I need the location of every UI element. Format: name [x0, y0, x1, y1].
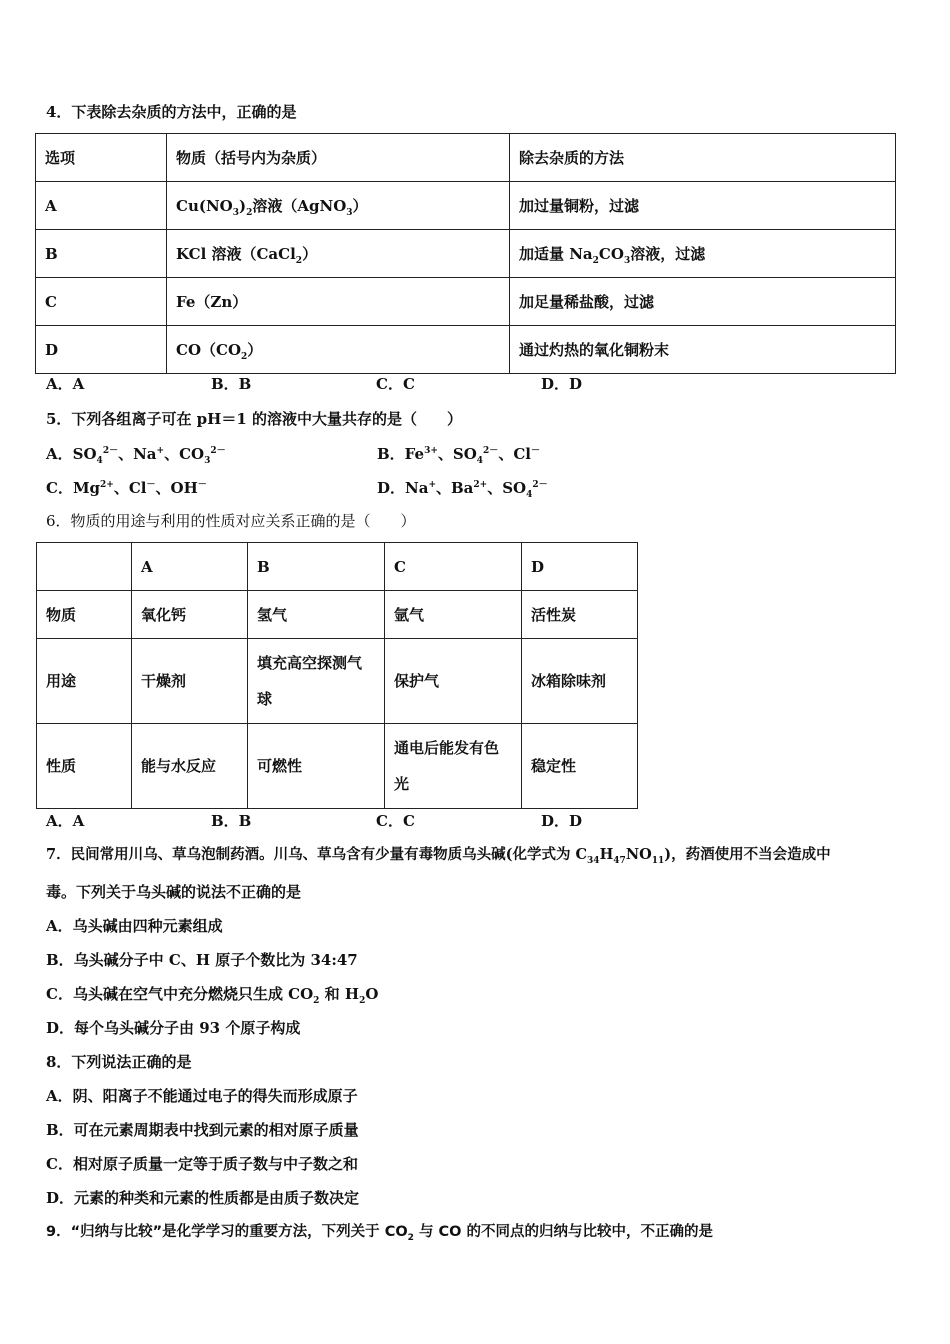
- q5-option-b[interactable]: B．$Fe^{3+}$、$SO_4^{2-}$、Cl－: [377, 445, 540, 466]
- q7-line2: 毒。下列关于乌头碱的说法不正确的是: [46, 883, 302, 901]
- q4-header-option: 选项: [36, 134, 167, 182]
- q7-line1: 7．民间常用川乌、草乌泡制药酒。川乌、草乌含有少量有毒物质乌头碱(化学式为 $C_{34}H_{47}NO_{11}$)，药酒使用不当会造成中: [46, 846, 831, 866]
- q7-option-d[interactable]: D．每个乌头碱分子由 93 个原子构成: [46, 1019, 301, 1037]
- q6-header-b: B: [248, 543, 385, 591]
- q6-header-a: A: [132, 543, 248, 591]
- q6-option-d[interactable]: D．D: [541, 812, 583, 830]
- q7-option-b[interactable]: B．乌头碱分子中 C、H 原子个数比为 34:47: [46, 951, 358, 969]
- q6-option-a[interactable]: A．A: [46, 812, 85, 830]
- q4-row-a-substance: $Cu(NO_3)_2$溶液（AgNO$_3$）: [167, 182, 510, 230]
- q4-header-method: 除去杂质的方法: [510, 134, 896, 182]
- q4-row-d-option: D: [36, 326, 167, 374]
- q6-cell: 氧化钙: [132, 591, 248, 639]
- table-row: [36, 326, 896, 374]
- q9-title: 9．“归纳与比较”是化学学习的重要方法，下列关于 $CO_2$ 与 CO 的不同点的归纳与比较中，不正确的是: [46, 1224, 714, 1243]
- q6-header-d: D: [522, 543, 638, 591]
- q4-option-c[interactable]: C．C: [376, 375, 415, 393]
- q4-row-c-method: 加足量稀盐酸，过滤: [510, 278, 896, 326]
- q4-title: 4．下表除去杂质的方法中，正确的是: [46, 103, 297, 121]
- q4-row-b-option: B: [36, 230, 167, 278]
- q6-cell: 填充高空探测气球: [248, 639, 385, 724]
- q5-option-c[interactable]: C．$Mg^{2+}$、Cl－、OH－: [46, 479, 207, 497]
- q6-cell: 用途: [37, 639, 132, 724]
- q6-cell: 性质: [37, 724, 132, 809]
- q6-cell: 能与水反应: [132, 724, 248, 809]
- q4-row-d-method: 通过灼热的氧化铜粉末: [510, 326, 896, 374]
- q6-option-c[interactable]: C．C: [376, 812, 415, 830]
- q7-option-a[interactable]: A．乌头碱由四种元素组成: [46, 917, 223, 935]
- table-row: [36, 278, 896, 326]
- q4-row-c-option: C: [36, 278, 167, 326]
- q8-title: 8．下列说法正确的是: [46, 1053, 192, 1071]
- q4-option-a[interactable]: A．A: [46, 375, 85, 393]
- table-row: [36, 230, 896, 278]
- q6-option-b[interactable]: B．B: [211, 812, 252, 830]
- table-row: [37, 591, 638, 639]
- q6-title: 6．物质的用途与利用的性质对应关系正确的是（ ）: [46, 512, 416, 530]
- q4-row-b-substance: KCl 溶液（CaCl$_2$）: [167, 230, 510, 278]
- q6-table: [36, 542, 638, 809]
- q8-option-b[interactable]: B．可在元素周期表中找到元素的相对原子质量: [46, 1121, 359, 1139]
- q6-cell: 氩气: [385, 591, 522, 639]
- q5-title: 5．下列各组离子可在 pH＝1 的溶液中大量共存的是（ ）: [46, 410, 462, 428]
- q4-row-d-substance: $CO(CO_2)$: [167, 326, 510, 374]
- q6-header-c: C: [385, 543, 522, 591]
- q8-option-d[interactable]: D．元素的种类和元素的性质都是由质子数决定: [46, 1189, 360, 1207]
- q6-cell: 活性炭: [522, 591, 638, 639]
- q4-option-b[interactable]: B．B: [211, 375, 252, 393]
- q7-option-c[interactable]: C．乌头碱在空气中充分燃烧只生成 $CO_2$ 和 $H_2O$: [46, 985, 379, 1006]
- table-row: [37, 724, 638, 809]
- table-row: [36, 182, 896, 230]
- q4-row-b-method: 加适量 $Na_2CO_3$溶液，过滤: [510, 230, 896, 278]
- q5-option-d[interactable]: D．Na+、$Ba^{2+}$、$SO_4^{2-}$: [377, 479, 548, 500]
- q6-cell: 干燥剂: [132, 639, 248, 724]
- q4-table: [35, 133, 896, 374]
- q8-option-a[interactable]: A．阴、阳离子不能通过电子的得失而形成原子: [46, 1087, 358, 1105]
- q8-option-c[interactable]: C．相对原子质量一定等于质子数与中子数之和: [46, 1155, 358, 1173]
- q6-cell: 可燃性: [248, 724, 385, 809]
- q6-cell: 保护气: [385, 639, 522, 724]
- q5-option-a[interactable]: A．$SO_4^{2-}$、Na+、$CO_3^{2-}$: [46, 445, 226, 466]
- q6-header-empty: [37, 543, 132, 591]
- table-row: [37, 639, 638, 724]
- q4-header-substance: 物质（括号内为杂质）: [167, 134, 510, 182]
- q6-cell: 通电后能发有色光: [385, 724, 522, 809]
- q6-cell: 稳定性: [522, 724, 638, 809]
- q4-row-c-substance: Fe（Zn）: [167, 278, 510, 326]
- q4-row-a-option: A: [36, 182, 167, 230]
- q4-row-a-method: 加过量铜粉，过滤: [510, 182, 896, 230]
- q6-cell: 氢气: [248, 591, 385, 639]
- q6-cell: 物质: [37, 591, 132, 639]
- q4-option-d[interactable]: D．D: [541, 375, 583, 393]
- q6-cell: 冰箱除味剂: [522, 639, 638, 724]
